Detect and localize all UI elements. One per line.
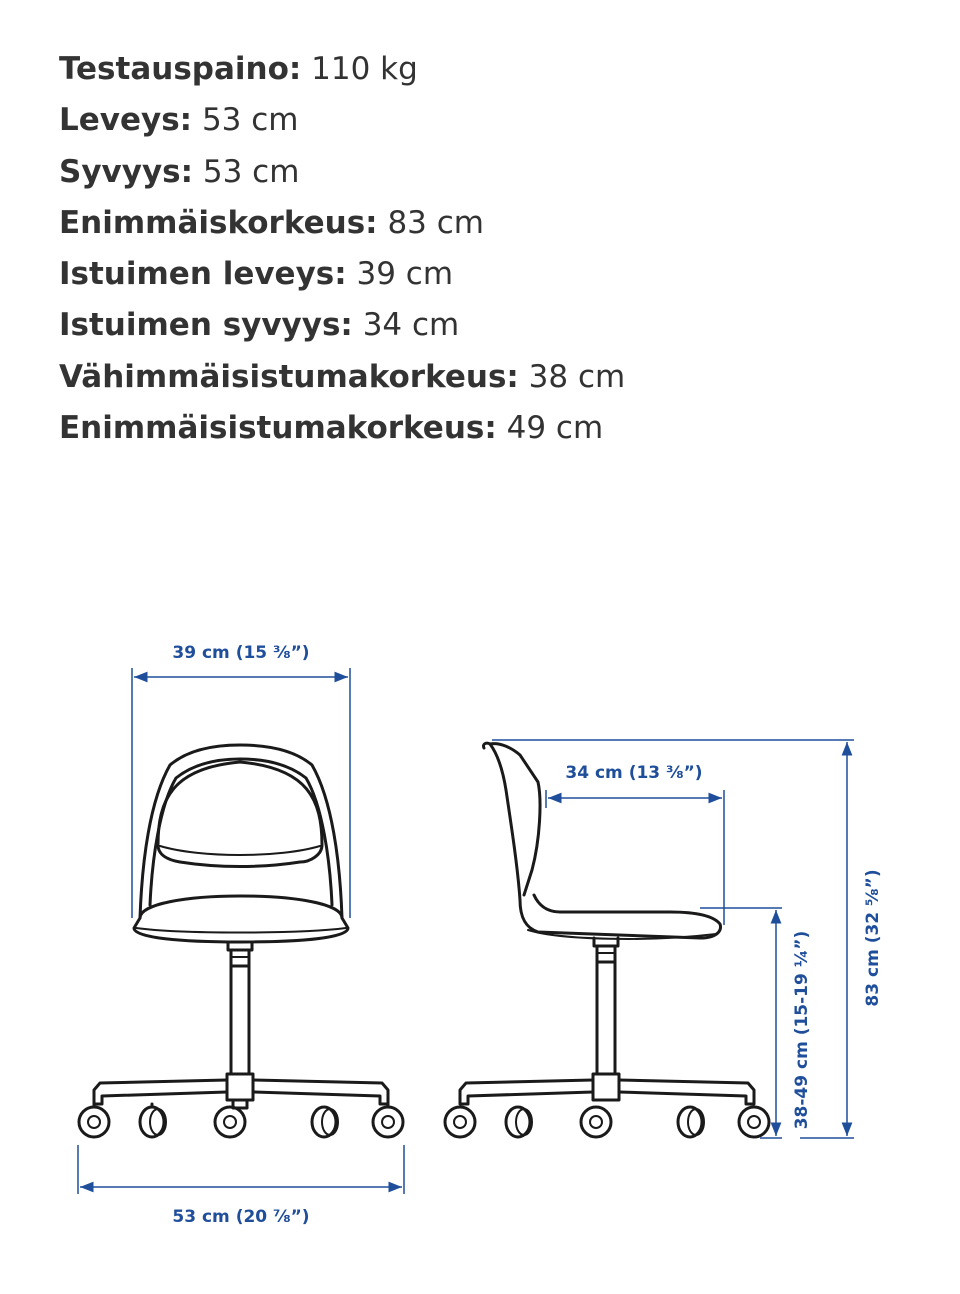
- dim-seat-height-label: 38-49 cm (15-19 ¼”): [792, 930, 812, 1130]
- spec-label: Enimmäisistumakorkeus:: [59, 410, 497, 447]
- spec-label: Istuimen leveys:: [59, 256, 347, 293]
- spec-value: 34 cm: [362, 307, 460, 344]
- spec-value: 110 kg: [311, 51, 418, 87]
- spec-label: Enimmäiskorkeus:: [59, 204, 378, 241]
- spec-value: 49 cm: [506, 410, 604, 447]
- spec-value: 38 cm: [528, 358, 626, 395]
- spec-label: Leveys:: [59, 102, 193, 139]
- spec-label: Syvyys:: [59, 153, 194, 190]
- spec-value: 53 cm: [201, 102, 299, 139]
- chair-front-view: [79, 745, 403, 1137]
- dim-seat-width-label: 39 cm (15 ⅜”): [172, 643, 310, 663]
- spec-value: 53 cm: [202, 153, 300, 190]
- spec-value: 83 cm: [387, 204, 484, 241]
- spec-label: Vähimmäisistumakorkeus:: [59, 358, 519, 395]
- chair-side-view: [445, 743, 769, 1137]
- spec-label: Istuimen syvyys:: [59, 307, 353, 344]
- spec-value: 39 cm: [356, 256, 454, 293]
- dim-seat-depth-label: 34 cm (13 ⅜”): [565, 763, 703, 783]
- dim-max-height-label: 83 cm (32 ⅝”): [863, 869, 883, 1007]
- dim-total-width-label: 53 cm (20 ⅞”): [172, 1207, 310, 1227]
- spec-label: Testauspaino:: [59, 51, 302, 87]
